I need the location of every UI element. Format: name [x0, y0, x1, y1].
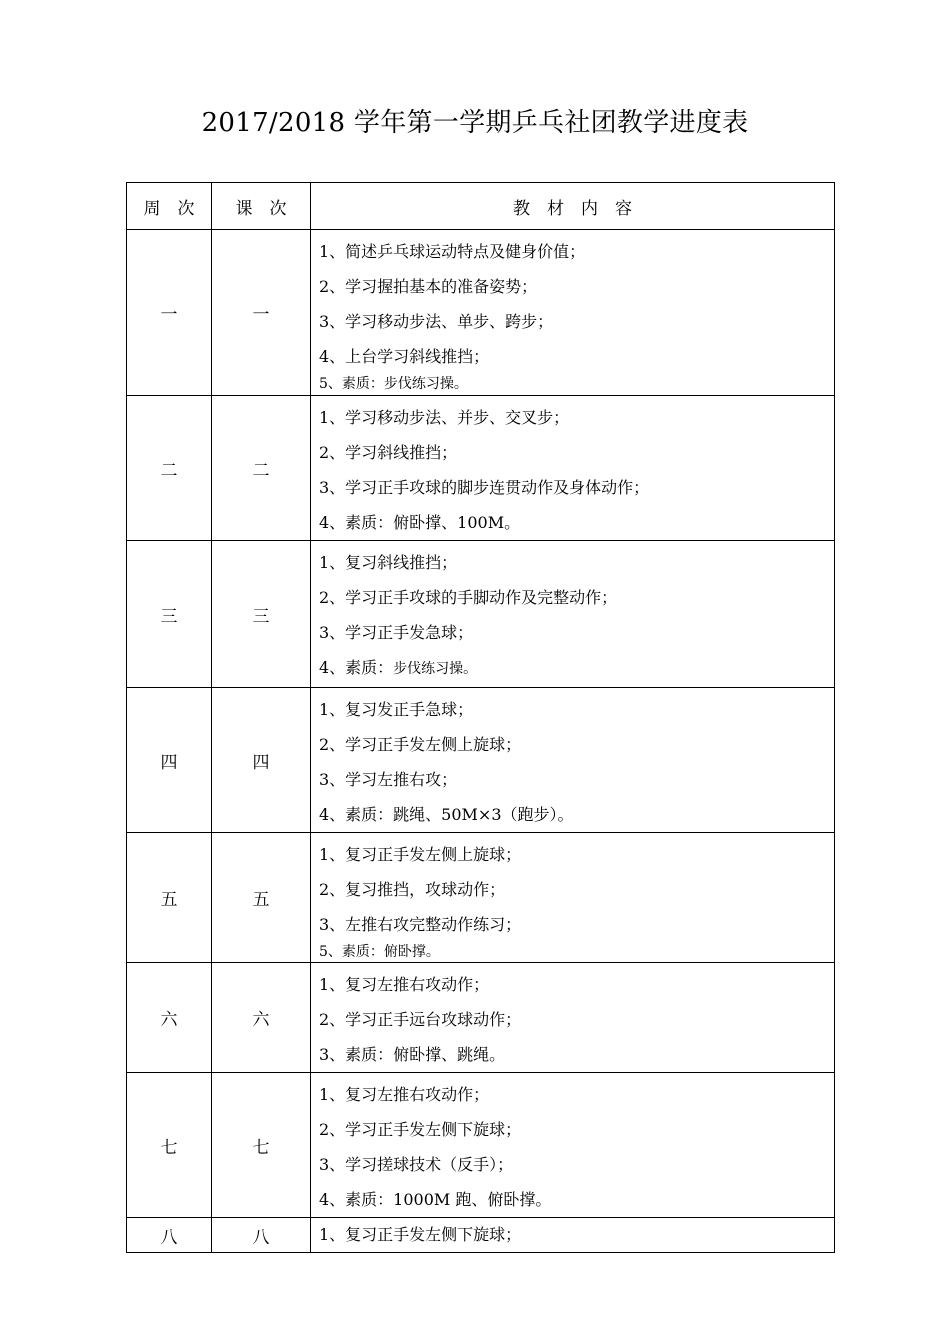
content-item: 2、学习正手攻球的手脚动作及完整动作； [319, 588, 618, 607]
week-cell: 三 [127, 541, 212, 688]
content-item: 1、复习正手发左侧上旋球； [319, 845, 522, 864]
content-item: 4、素质：俯卧撑、100M。 [319, 513, 521, 532]
table-row [127, 688, 835, 833]
week-cell: 七 [127, 1073, 212, 1218]
content-item: 3、学习正手攻球的脚步连贯动作及身体动作； [319, 478, 650, 497]
lesson-cell: 八 [212, 1218, 311, 1253]
content-item: 5、素质：俯卧撑。 [319, 944, 440, 960]
content-item: 2、学习握拍基本的准备姿势； [319, 277, 538, 296]
content-item: 1、复习发正手急球； [319, 700, 474, 719]
table-row [127, 396, 835, 541]
week-cell: 八 [127, 1218, 212, 1253]
content-item: 4、素质：1000M 跑、俯卧撑。 [319, 1190, 552, 1209]
header-lesson: 课 次 [212, 183, 311, 230]
content-item: 3、学习正手发急球； [319, 623, 474, 642]
content-cell [311, 963, 835, 1073]
content-item: 4、上台学习斜线推挡； [319, 347, 490, 366]
content-cell [311, 1073, 835, 1218]
lesson-cell: 四 [212, 688, 311, 833]
lesson-cell: 六 [212, 963, 311, 1073]
content-item: 1、复习正手发左侧下旋球； [319, 1225, 522, 1244]
table-row [127, 230, 835, 396]
content-cell [311, 230, 835, 396]
table-row [127, 1073, 835, 1218]
header-week: 周 次 [127, 183, 212, 230]
week-cell: 一 [127, 230, 212, 396]
content-cell [311, 541, 835, 688]
content-item: 3、学习移动步法、单步、跨步； [319, 312, 554, 331]
schedule-table [126, 182, 835, 1253]
table-row [127, 541, 835, 688]
table-header-row [127, 183, 835, 230]
content-item: 3、素质：俯卧撑、跳绳。 [319, 1045, 506, 1064]
content-item: 2、学习斜线推挡； [319, 443, 458, 462]
lesson-cell: 二 [212, 396, 311, 541]
content-item: 2、复习推挡，攻球动作； [319, 880, 506, 899]
table-row [127, 1218, 835, 1253]
lesson-cell: 五 [212, 833, 311, 963]
content-item [319, 650, 834, 687]
content-cell [311, 396, 835, 541]
content-item: 1、学习移动步法、并步、交叉步； [319, 408, 570, 427]
week-cell: 四 [127, 688, 212, 833]
header-content: 教 材 内 容 [311, 183, 835, 230]
table-row [127, 833, 835, 963]
content-item: 3、学习搓球技术（反手）； [319, 1155, 514, 1174]
lesson-cell: 一 [212, 230, 311, 396]
week-cell: 五 [127, 833, 212, 963]
table-row [127, 963, 835, 1073]
content-item: 5、素质：步伐练习操。 [319, 376, 468, 392]
content-item-head: 4、素质： [319, 658, 394, 677]
content-item: 2、学习正手远台攻球动作； [319, 1010, 522, 1029]
content-item: 1、复习斜线推挡； [319, 553, 458, 572]
content-item-tail: 步伐练习操。 [393, 661, 478, 677]
page-title: 2017/2018 学年第一学期乒乓社团教学进度表 [201, 108, 749, 138]
content-cell [311, 833, 835, 963]
lesson-cell: 七 [212, 1073, 311, 1218]
content-item: 3、左推右攻完整动作练习； [319, 915, 522, 934]
content-item: 1、简述乒乓球运动特点及健身价值； [319, 242, 586, 261]
content-item: 3、学习左推右攻； [319, 770, 458, 789]
lesson-cell: 三 [212, 541, 311, 688]
content-item: 1、复习左推右攻动作； [319, 1085, 490, 1104]
content-item: 2、学习正手发左侧下旋球； [319, 1120, 522, 1139]
content-item: 2、学习正手发左侧上旋球； [319, 735, 522, 754]
content-item: 4、素质：跳绳、50M×3（跑步）。 [319, 805, 574, 824]
content-cell [311, 1218, 835, 1253]
week-cell: 六 [127, 963, 212, 1073]
week-cell: 二 [127, 396, 212, 541]
content-item: 1、复习左推右攻动作； [319, 975, 490, 994]
content-cell [311, 688, 835, 833]
